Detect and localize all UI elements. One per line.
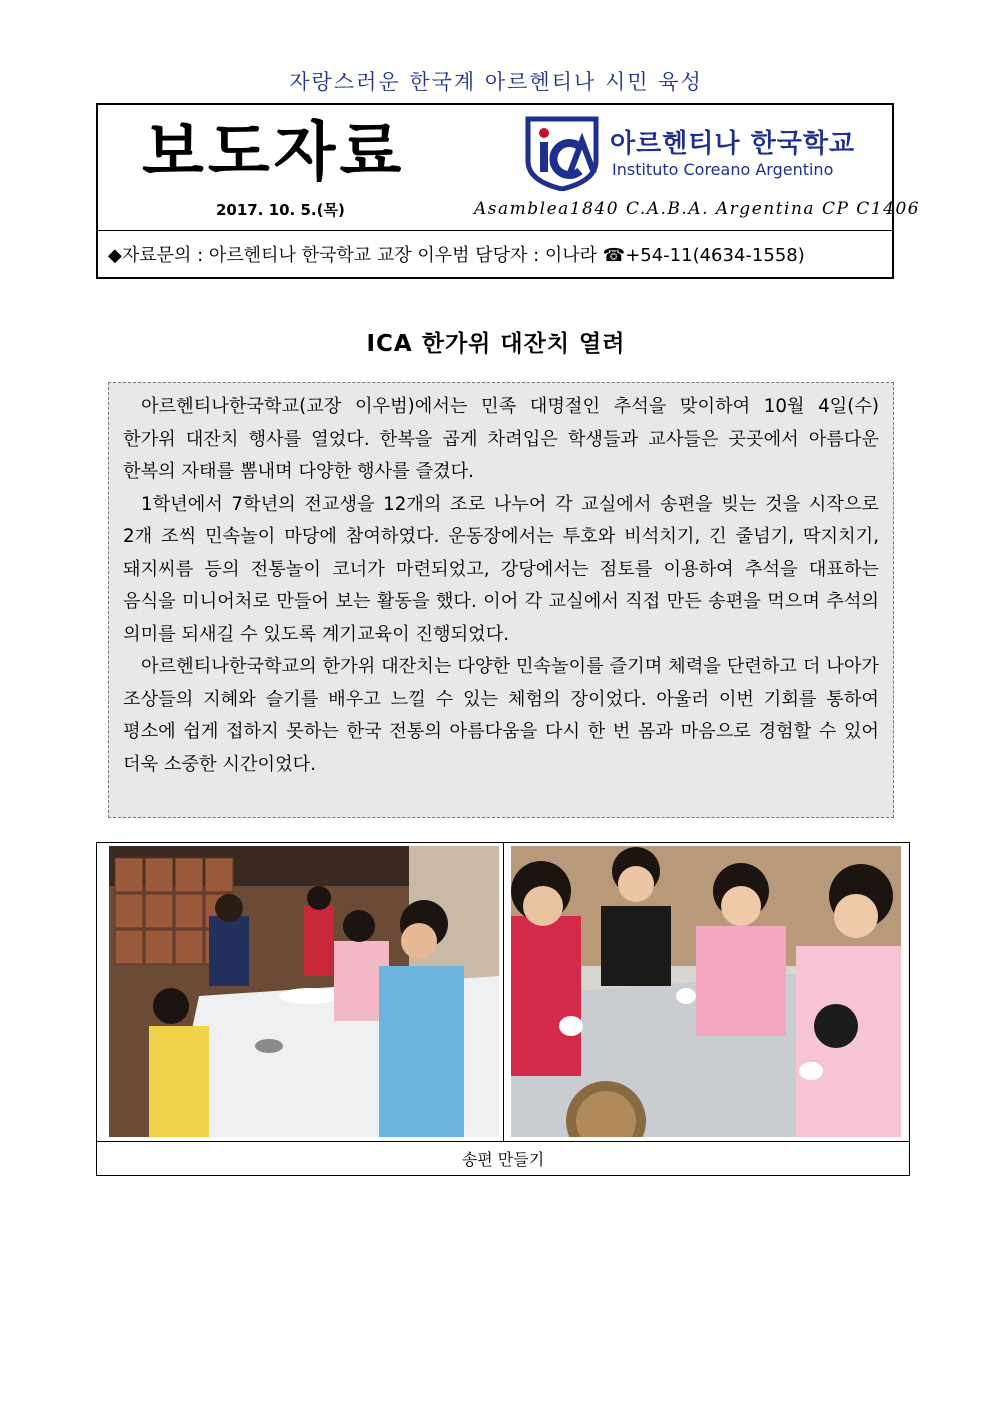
article-title: ICA 한가위 대잔치 열려	[366, 331, 626, 357]
photo-table	[96, 842, 910, 1176]
release-date: 2017. 10. 5.(목)	[216, 201, 345, 219]
children-photo-image	[511, 846, 901, 1137]
contact-info: ◆자료문의 : 아르헨티나 한국학교 교장 이우범 담당자 : 이나라 ☎+54-11(4634-1558)	[108, 245, 805, 266]
photo-divider-vertical	[503, 843, 504, 1141]
photo-classroom-songpyeon	[109, 846, 499, 1137]
school-name-korean: 아르헨티나 한국학교	[610, 129, 856, 159]
school-name-spanish: Instituto Coreano Argentino	[612, 160, 834, 179]
slogan: 자랑스러운 한국계 아르헨티나 시민 육성	[289, 70, 703, 94]
header-divider	[98, 230, 892, 231]
press-header	[96, 103, 921, 279]
article-paragraph-1: 아르헨티나한국학교(교장 이우범)에서는 민족 대명절인 추석을 맞이하여 10월 4일(수) 한가위 대잔치 행사를 열었다. 한복을 곱게 차려입은 학생들과 교사들은 곳곳에서 아름다운 한복의 자태를 뽐내며 다양한 행사를 즐겼다.	[123, 396, 879, 482]
photo-children-songpyeon	[511, 846, 901, 1137]
photo-divider-horizontal	[97, 1141, 909, 1142]
article-paragraph-3: 아르헨티나한국학교의 한가위 대잔치는 다양한 민속놀이를 즐기며 체력을 단련하고 더 나아가 조상들의 지혜와 슬기를 배우고 느낄 수 있는 체험의 장이었다. 아울러 이번 기회를 통하여 평소에 쉽게 접하지 못하는 한국 전통의 아름다움을 다시 한 번 몸과 마음으로 경험할 수 있어 더욱 소중한 시간이었다.	[123, 656, 879, 775]
press-release-title: 보도자료	[142, 116, 406, 190]
school-logo	[522, 115, 602, 191]
ica-logo-icon	[522, 115, 602, 191]
photo-caption: 송편 만들기	[461, 1150, 545, 1169]
school-address: Asamblea1840 C.A.B.A. Argentina CP C1406	[474, 199, 921, 219]
article-body	[108, 382, 894, 818]
article-paragraph-2: 1학년에서 7학년의 전교생을 12개의 조로 나누어 각 교실에서 송편을 빚는 것을 시작으로 2개 조씩 민속놀이 마당에 참여하였다. 운동장에서는 투호와 비석치기, 긴 줄넘기, 딱지치기, 돼지씨름 등의 전통놀이 코너가 마련되었고, 강당에서는 점토를 이용하여 추석을 대표하는 음식을 미니어처로 만들어 보는 활동을 했다. 이어 각 교실에서 직접 만든 송편을 먹으며 추석의 의미를 되새길 수 있도록 계기교육이 진행되었다.	[123, 493, 879, 645]
classroom-photo-image	[109, 846, 499, 1137]
